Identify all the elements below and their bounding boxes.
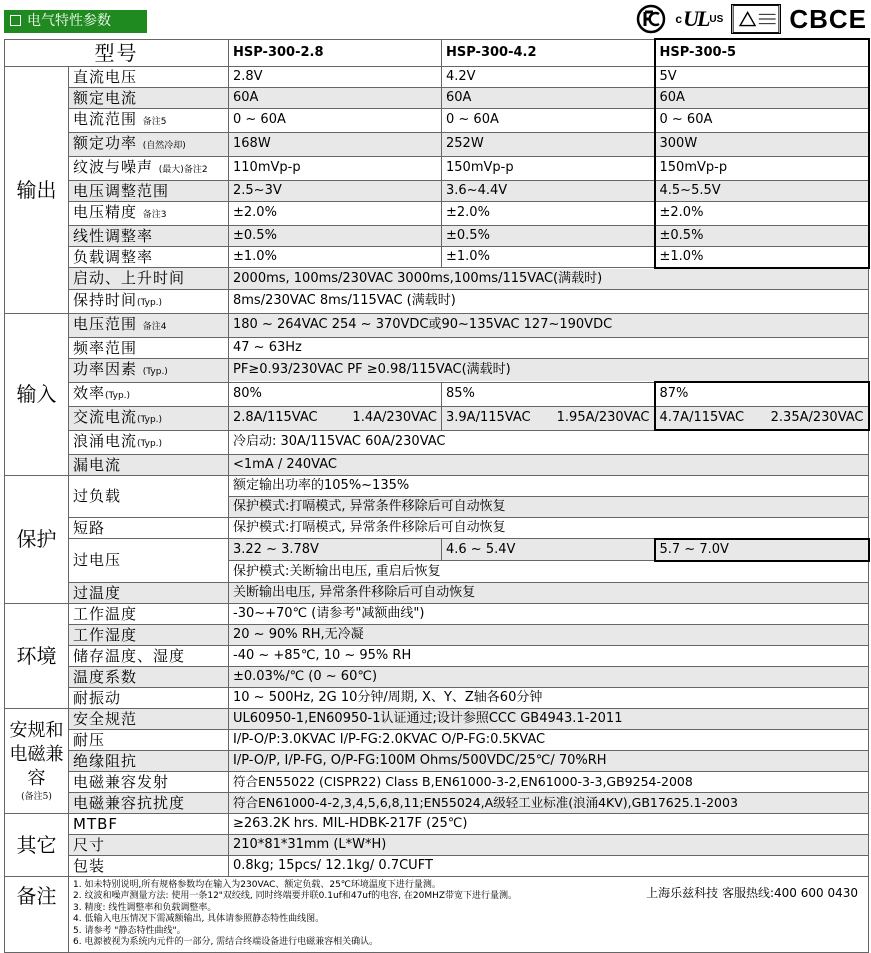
note-line: 5. 请参考 "静态特性曲线"。 xyxy=(73,925,186,936)
test-mark-logo-icon xyxy=(731,4,781,34)
value-cell: 60A xyxy=(442,87,655,108)
spec-row xyxy=(5,582,869,603)
value-cell: 5.7 ~ 7.0V xyxy=(655,539,869,561)
spec-row xyxy=(5,687,869,708)
value-cell: 符合EN61000-4-2,3,4,5,6,8,11;EN55024,A级轻工业标准(浪涌4KV),GB17625.1-2003 xyxy=(229,792,869,813)
value-cell: 3.9A/115VAC 1.95A/230VAC xyxy=(442,406,655,430)
value-cell: 80% xyxy=(229,382,442,406)
value-cell: ±0.5% xyxy=(229,225,442,246)
cul-us-logo-icon xyxy=(675,6,723,32)
spec-row xyxy=(5,108,869,132)
param-label: 直流电压 xyxy=(69,66,229,87)
value-cell: 252W xyxy=(442,132,655,156)
model-name: HSP-300-4.2 xyxy=(442,39,655,66)
spec-row xyxy=(5,539,869,561)
spec-row xyxy=(5,225,869,246)
value-cell: I/P-O/P, I/P-FG, O/P-FG:100M Ohms/500VDC/25℃/ 70%RH xyxy=(229,750,869,771)
param-label: 过负载 xyxy=(69,475,229,517)
category-input: 输入 xyxy=(5,313,69,475)
category-others: 其它 xyxy=(5,813,69,876)
value-cell: 150mVp-p xyxy=(442,156,655,180)
note-line: 3. 精度: 线性调整率和负载调整率。 xyxy=(73,902,217,913)
param-label: 额定功率 (自然冷却) xyxy=(69,132,229,156)
cul-c-mark: c xyxy=(675,12,683,26)
param-label: 储存温度、湿度 xyxy=(69,645,229,666)
param-label: 过电压 xyxy=(69,539,229,583)
param-label: 电磁兼容抗扰度 xyxy=(69,792,229,813)
notes-row xyxy=(5,876,869,952)
value-cell: 3.6~4.4V xyxy=(442,180,655,201)
ul-mark: UL xyxy=(683,6,709,31)
param-label: 绝缘阻抗 xyxy=(69,750,229,771)
value-cell: 4.7A/115VAC 2.35A/230VAC xyxy=(655,406,869,430)
param-label: 短路 xyxy=(69,517,229,539)
category-safety-emc xyxy=(5,708,69,813)
spec-row xyxy=(5,603,869,624)
note-line: 1. 如未特别说明,所有规格参数均在输入为230VAC、额定负载、25℃环境温度下进行量测。 xyxy=(73,879,441,890)
value-cell: 保护模式:打嗝模式, 异常条件移除后可自动恢复 xyxy=(229,496,869,517)
spec-row xyxy=(5,792,869,813)
spec-row xyxy=(5,382,869,406)
value-cell: 10 ~ 500Hz, 2G 10分钟/周期, X、Y、Z轴各60分钟 xyxy=(229,687,869,708)
value-cell: 300W xyxy=(655,132,869,156)
param-label: 交流电流(Typ.) xyxy=(69,406,229,430)
value-cell: -30~+70℃ (请参考"减额曲线") xyxy=(229,603,869,624)
param-label: 耐振动 xyxy=(69,687,229,708)
value-cell: 47 ~ 63Hz xyxy=(229,337,869,358)
category-notes: 备注 xyxy=(5,876,69,952)
category-output: 输出 xyxy=(5,66,69,313)
spec-row xyxy=(5,475,869,496)
certification-logos xyxy=(635,2,867,36)
value-cell: 保护模式:关断输出电压, 重启后恢复 xyxy=(229,561,869,583)
value-cell: 180 ~ 264VAC 254 ~ 370VDC或90~135VAC 127~190VDC xyxy=(229,313,869,337)
note-line: 2. 纹波和噪声测量方法: 使用一条12"双绞线, 同时终端要并联0.1uf和47uf的电容, 在20MHZ带宽下进行量测。 xyxy=(73,891,518,901)
param-label: 线性调整率 xyxy=(69,225,229,246)
square-bullet-icon xyxy=(10,15,21,26)
value-cell: 87% xyxy=(655,382,869,406)
spec-row xyxy=(5,771,869,792)
value-cell: 2000ms, 100ms/230VAC 3000ms,100ms/115VAC(满载时) xyxy=(229,268,869,290)
value-cell: ±1.0% xyxy=(229,246,442,268)
model-name: HSP-300-2.8 xyxy=(229,39,442,66)
spec-row xyxy=(5,855,869,876)
spec-row xyxy=(5,201,869,225)
value-cell: 冷启动: 30A/115VAC 60A/230VAC xyxy=(229,430,869,454)
spec-row xyxy=(5,813,869,834)
value-cell: 0 ~ 60A xyxy=(655,108,869,132)
page-header xyxy=(0,0,871,38)
param-label: 功率因素 (Typ.) xyxy=(69,358,229,382)
cb-ce-logo-icon: CBCE xyxy=(789,3,867,34)
param-label: 启动、上升时间 xyxy=(69,268,229,290)
spec-row xyxy=(5,156,869,180)
notes-cell xyxy=(69,876,869,952)
param-label: 耐压 xyxy=(69,729,229,750)
value-cell: -40 ~ +85℃, 10 ~ 95% RH xyxy=(229,645,869,666)
param-label: 漏电流 xyxy=(69,454,229,475)
param-label: MTBF xyxy=(69,813,229,834)
note-line: 6. 电源被视为系统内元件的一部分, 需结合终端设备进行电磁兼容相关确认。 xyxy=(73,937,379,947)
value-cell: ±1.0% xyxy=(442,246,655,268)
spec-row xyxy=(5,454,869,475)
value-cell: 2.5~3V xyxy=(229,180,442,201)
param-label: 保持时间(Typ.) xyxy=(69,289,229,313)
value-cell: ±0.5% xyxy=(655,225,869,246)
spec-row xyxy=(5,645,869,666)
value-cell: 4.5~5.5V xyxy=(655,180,869,201)
model-name: HSP-300-5 xyxy=(655,39,869,66)
fcc-logo-icon xyxy=(635,4,667,34)
param-label: 频率范围 xyxy=(69,337,229,358)
value-cell: 4.6 ~ 5.4V xyxy=(442,539,655,561)
category-environment: 环境 xyxy=(5,603,69,708)
param-label: 纹波与噪声 (最大)备注2 xyxy=(69,156,229,180)
param-label: 过温度 xyxy=(69,582,229,603)
value-cell: I/P-O/P:3.0KVAC I/P-FG:2.0KVAC O/P-FG:0.5KVAC xyxy=(229,729,869,750)
param-label: 电磁兼容发射 xyxy=(69,771,229,792)
value-cell: 5V xyxy=(655,66,869,87)
spec-row xyxy=(5,430,869,454)
value-cell: UL60950-1,EN60950-1认证通过;设计参照CCC GB4943.1-2011 xyxy=(229,708,869,729)
param-label: 效率(Typ.) xyxy=(69,382,229,406)
value-cell: 150mVp-p xyxy=(655,156,869,180)
spec-table xyxy=(4,38,870,953)
param-label: 工作温度 xyxy=(69,603,229,624)
param-label: 电压精度 备注3 xyxy=(69,201,229,225)
section-title-badge xyxy=(4,10,147,33)
param-label: 负载调整率 xyxy=(69,246,229,268)
value-cell: ≥263.2K hrs. MIL-HDBK-217F (25℃) xyxy=(229,813,869,834)
spec-row xyxy=(5,246,869,268)
value-cell: 2.8V xyxy=(229,66,442,87)
spec-row xyxy=(5,180,869,201)
model-row xyxy=(5,39,869,66)
spec-row xyxy=(5,337,869,358)
model-label: 型号 xyxy=(5,39,229,66)
spec-row xyxy=(5,624,869,645)
value-cell: 20 ~ 90% RH,无冷凝 xyxy=(229,624,869,645)
spec-row xyxy=(5,517,869,539)
value-cell: ±2.0% xyxy=(655,201,869,225)
value-cell: 8ms/230VAC 8ms/115VAC (满载时) xyxy=(229,289,869,313)
value-cell: ±0.5% xyxy=(442,225,655,246)
spec-row xyxy=(5,750,869,771)
param-label: 包装 xyxy=(69,855,229,876)
spec-row xyxy=(5,666,869,687)
value-cell: ±2.0% xyxy=(442,201,655,225)
spec-row xyxy=(5,406,869,430)
value-cell: <1mA / 240VAC xyxy=(229,454,869,475)
param-label: 额定电流 xyxy=(69,87,229,108)
param-label: 电压范围 备注4 xyxy=(69,313,229,337)
value-cell: 0 ~ 60A xyxy=(442,108,655,132)
value-cell: 3.22 ~ 3.78V xyxy=(229,539,442,561)
category-safety-note: (备注5) xyxy=(21,791,52,802)
category-safety-label: 安规和电磁兼容 xyxy=(9,719,64,789)
service-hotline: 上海乐兹科技 客服热线:400 600 0430 xyxy=(646,885,858,900)
value-cell: PF≥0.93/230VAC PF ≥0.98/115VAC(满载时) xyxy=(229,358,869,382)
section-title: 电气特性参数 xyxy=(27,13,111,29)
value-cell: 2.8A/115VAC 1.4A/230VAC xyxy=(229,406,442,430)
value-cell: 符合EN55022 (CISPR22) Class B,EN61000-3-2,EN61000-3-3,GB9254-2008 xyxy=(229,771,869,792)
spec-row xyxy=(5,358,869,382)
value-cell: 85% xyxy=(442,382,655,406)
spec-row xyxy=(5,268,869,290)
value-cell: 关断输出电压, 异常条件移除后可自动恢复 xyxy=(229,582,869,603)
spec-row xyxy=(5,132,869,156)
param-label: 电压调整范围 xyxy=(69,180,229,201)
value-cell: ±2.0% xyxy=(229,201,442,225)
param-label: 工作湿度 xyxy=(69,624,229,645)
ul-us-mark: US xyxy=(709,13,724,25)
spec-row xyxy=(5,834,869,855)
value-cell: 168W xyxy=(229,132,442,156)
spec-row xyxy=(5,289,869,313)
value-cell: 110mVp-p xyxy=(229,156,442,180)
param-label: 浪涌电流(Typ.) xyxy=(69,430,229,454)
param-label: 电流范围 备注5 xyxy=(69,108,229,132)
value-cell: ±1.0% xyxy=(655,246,869,268)
spec-row xyxy=(5,729,869,750)
spec-row xyxy=(5,66,869,87)
value-cell: 60A xyxy=(229,87,442,108)
spec-row xyxy=(5,313,869,337)
spec-row xyxy=(5,87,869,108)
note-line: 4. 低输入电压情况下需减额输出, 具体请参照静态特性曲线图。 xyxy=(73,914,325,924)
value-cell: 保护模式:打嗝模式, 异常条件移除后可自动恢复 xyxy=(229,517,869,539)
value-cell: 60A xyxy=(655,87,869,108)
param-label: 尺寸 xyxy=(69,834,229,855)
param-label: 温度系数 xyxy=(69,666,229,687)
value-cell: 0 ~ 60A xyxy=(229,108,442,132)
value-cell: 4.2V xyxy=(442,66,655,87)
value-cell: 0.8kg; 15pcs/ 12.1kg/ 0.7CUFT xyxy=(229,855,869,876)
value-cell: 额定输出功率的105%~135% xyxy=(229,475,869,496)
value-cell: 210*81*31mm (L*W*H) xyxy=(229,834,869,855)
category-protection: 保护 xyxy=(5,475,69,603)
value-cell: ±0.03%/℃ (0 ~ 60℃) xyxy=(229,666,869,687)
param-label: 安全规范 xyxy=(69,708,229,729)
spec-row xyxy=(5,708,869,729)
